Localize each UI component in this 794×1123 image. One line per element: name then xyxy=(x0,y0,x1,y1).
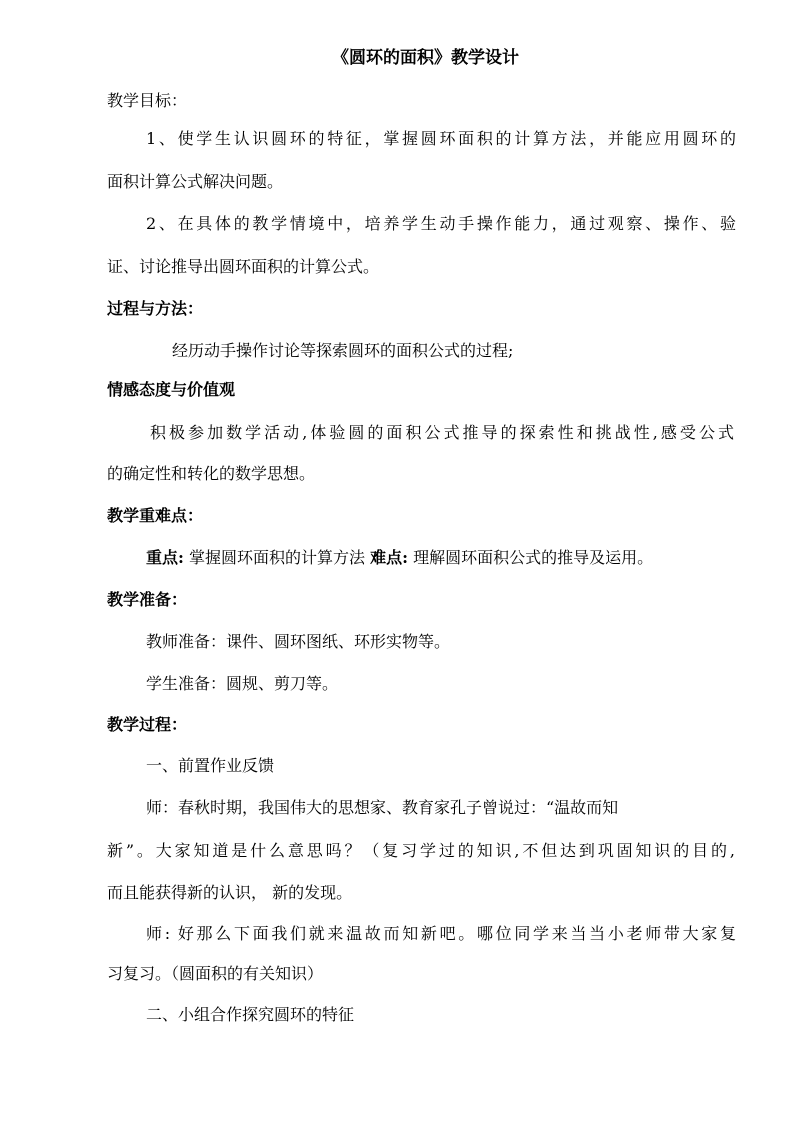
paragraph1-line1: 师：春秋时期，我国伟大的思想家、教育家孔子曾说过：“温故而知 xyxy=(146,798,619,817)
key-point-text: 掌握圆环面积的计算方法 xyxy=(189,548,366,567)
process-method-text: 经历动手操作讨论等探索圆环的面积公式的过程; xyxy=(172,341,514,360)
process-method-heading: 过程与方法： xyxy=(107,299,204,318)
procedure-step2: 二、小组合作探究圆环的特征 xyxy=(146,1005,355,1024)
emotion-line2: 的确定性和转化的数学思想。 xyxy=(107,464,316,483)
goals-item1-line1: 1、使学生认识圆环的特征，掌握圆环面积的计算方法，并能应用圆环的 xyxy=(146,129,736,148)
key-points-line xyxy=(146,547,653,569)
teacher-preparation: 教师准备：课件、圆环图纸、环形实物等。 xyxy=(146,632,451,651)
goals-item2-line1: 2、在具体的教学情境中，培养学生动手操作能力，通过观察、操作、验 xyxy=(146,214,736,233)
paragraph2-line2: 习复习。（圆面积的有关知识） xyxy=(107,964,324,983)
key-points-heading: 教学重难点： xyxy=(107,506,204,525)
paragraph1-line2: 新”。大家知道是什么意思吗？（复习学过的知识,不但达到巩固知识的目的, xyxy=(107,841,735,860)
goals-item2-line2: 证、讨论推导出圆环面积的计算公式。 xyxy=(107,257,380,276)
procedure-step1: 一、前置作业反馈 xyxy=(146,756,275,775)
goals-heading: 教学目标： xyxy=(107,91,188,110)
emotion-heading: 情感态度与价值观 xyxy=(107,380,236,399)
key-point-label: 重点: xyxy=(146,548,184,567)
preparation-heading: 教学准备： xyxy=(107,590,188,609)
student-preparation: 学生准备：圆规、剪刀等。 xyxy=(146,674,339,693)
procedure-heading: 教学过程： xyxy=(107,715,188,734)
difficult-point-text: 理解圆环面积公式的推导及运用。 xyxy=(413,548,654,567)
difficult-point-label: 难点: xyxy=(370,548,409,567)
goals-item1-line2: 面积计算公式解决问题。 xyxy=(107,172,284,191)
paragraph1-line3: 而且能获得新的认识， 新的发现。 xyxy=(107,883,353,902)
emotion-line1: 积极参加数学活动,体验圆的面积公式推导的探索性和挑战性,感受公式 xyxy=(150,423,734,442)
document-title: 《圆环的面积》教学设计 xyxy=(332,48,519,68)
paragraph2-line1: 师: 好那么下面我们就来温故而知新吧。哪位同学来当当小老师带大家复 xyxy=(146,924,736,943)
